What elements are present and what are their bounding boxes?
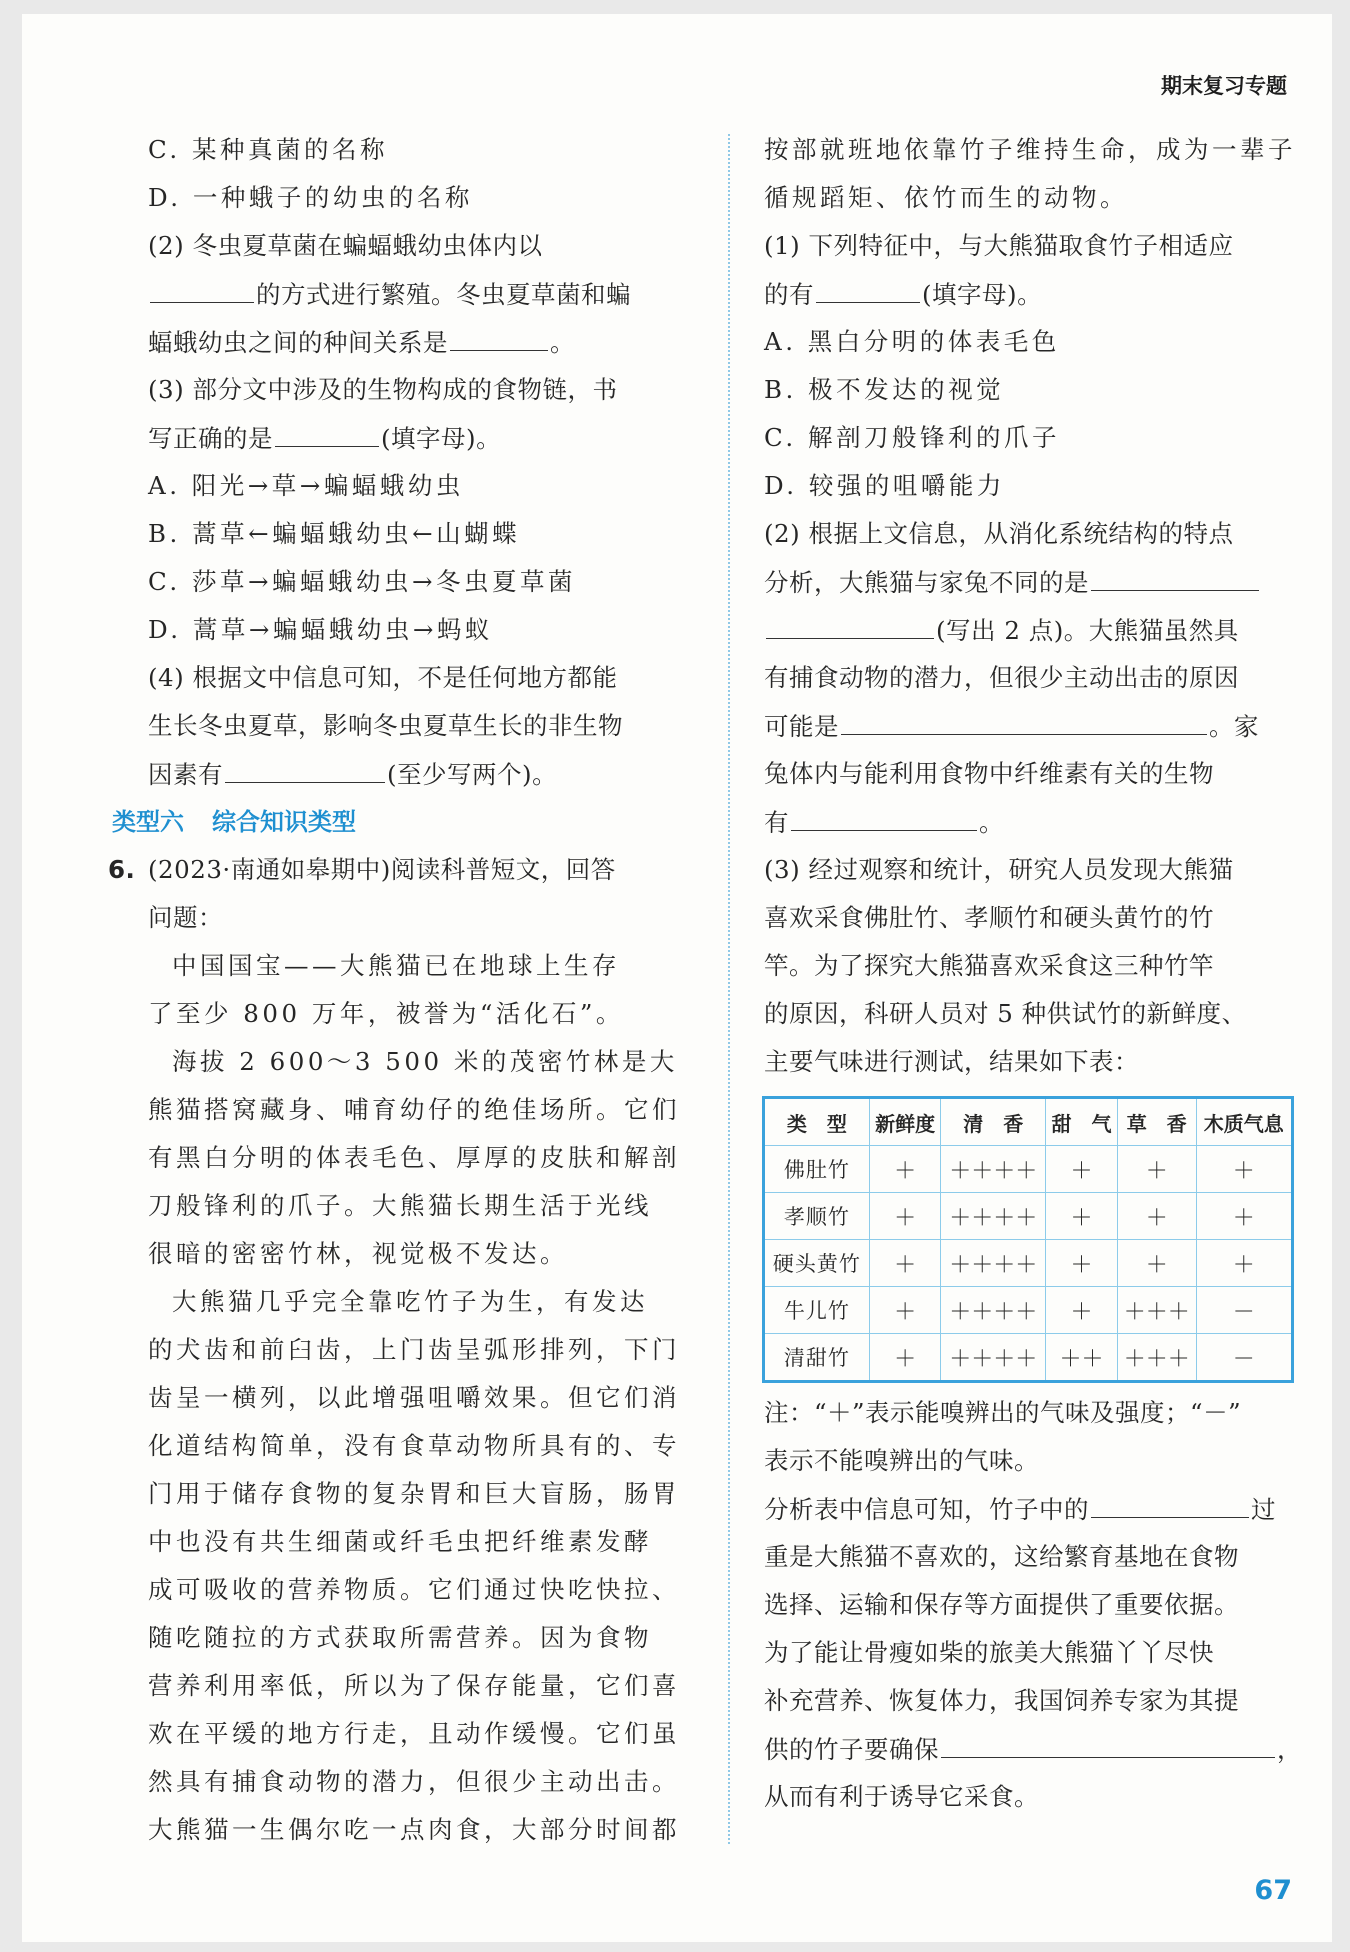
question-3-option: D. 蒿草→蝙蝠蛾幼虫→蚂蚁 — [148, 615, 493, 644]
section-heading: 类型六 综合知识类型 — [112, 808, 356, 836]
question-3-option: B. 蒿草←蝙蝠蛾幼虫←山蝴蝶 — [148, 519, 521, 548]
table-cell: ＋ — [1196, 1193, 1292, 1240]
question-3-option: C. 莎草→蝙蝠蛾幼虫→冬虫夏草菌 — [148, 567, 577, 596]
passage-line: 的犬齿和前臼齿，上门齿呈弧形排列，下门 — [148, 1335, 680, 1364]
question-3-line: 竿。为了探究大熊猫喜欢采食这三种竹竿 — [764, 951, 1214, 980]
passage-line: 有黑白分明的体表毛色、厚厚的皮肤和解剖 — [148, 1143, 680, 1172]
table-header-cell: 木质气息 — [1196, 1098, 1292, 1146]
question-1-line: (1) 下列特征中，与大熊猫取食竹子相适应 — [764, 231, 1234, 260]
question-4-line: (4) 根据文中信息可知，不是任何地方都能 — [148, 663, 618, 692]
answer-blank[interactable] — [150, 270, 254, 303]
bamboo-table-wrap — [764, 1096, 1316, 1383]
question-number: 6. — [108, 855, 136, 884]
table-header-cell: 甜 气 — [1046, 1098, 1118, 1146]
question-2-line: 蝠蛾幼虫之间的种间关系是 。 — [148, 318, 708, 366]
bamboo-name-cell: 牛儿竹 — [764, 1287, 870, 1334]
answer-blank[interactable] — [225, 750, 385, 783]
left-column — [108, 126, 708, 1854]
passage-line: 循规蹈矩、依竹而生的动物。 — [764, 183, 1128, 212]
table-header-cell: 类 型 — [764, 1098, 870, 1146]
question-2-line: 可能是 。家 — [764, 702, 1316, 750]
question-3-line: (3) 部分文中涉及的生物构成的食物链，书 — [148, 375, 618, 404]
table-cell: ＋＋＋＋ — [941, 1287, 1046, 1334]
passage-line: 熊猫搭窝藏身、哺育幼仔的绝佳场所。它们 — [148, 1095, 680, 1124]
bamboo-name-cell: 清甜竹 — [764, 1334, 870, 1382]
table-header-cell: 草 香 — [1117, 1098, 1196, 1146]
passage-line: 中国国宝——大熊猫已在地球上生存 — [172, 951, 620, 980]
question-3-option: A. 阳光→草→蝙蝠蛾幼虫 — [148, 471, 464, 500]
final-question-line: 补充营养、恢复体力，我国饲养专家为其提 — [764, 1686, 1239, 1715]
question-2-line: (写出 2 点)。大熊猫虽然具 — [764, 606, 1316, 654]
table-cell: ＋＋ — [1046, 1334, 1118, 1382]
table-cell: ＋ — [1117, 1240, 1196, 1287]
passage — [148, 942, 708, 1854]
answer-blank[interactable] — [450, 318, 548, 351]
table-cell: ＋＋＋＋ — [941, 1146, 1046, 1193]
question-3-line: 喜欢采食佛肚竹、孝顺竹和硬头黄竹的竹 — [764, 903, 1214, 932]
question-3-line: 的原因，科研人员对 5 种供试竹的新鲜度、 — [764, 999, 1247, 1028]
question-6-line: 问题： — [148, 903, 223, 932]
table-cell: ＋＋＋＋ — [941, 1193, 1046, 1240]
table-row — [764, 1193, 1293, 1240]
answer-blank[interactable] — [1091, 1485, 1249, 1518]
bamboo-name-cell: 佛肚竹 — [764, 1146, 870, 1193]
passage-line: 海拔 2 600～3 500 米的茂密竹林是大 — [172, 1047, 678, 1076]
question-2-line: (2) 根据上文信息，从消化系统结构的特点 — [764, 519, 1234, 548]
table-cell: ＋＋＋＋ — [941, 1240, 1046, 1287]
right-column — [764, 126, 1316, 1821]
passage-line: 然具有捕食动物的潜力，但很少主动出击。 — [148, 1767, 680, 1796]
page-header: 期末复习专题 — [1161, 74, 1287, 98]
table-cell: ＋ — [869, 1287, 941, 1334]
passage-line: 大熊猫几乎完全靠吃竹子为生，有发达 — [172, 1287, 648, 1316]
passage-line: 大熊猫一生偶尔吃一点肉食，大部分时间都 — [148, 1815, 680, 1844]
table-row — [764, 1334, 1293, 1382]
table-cell: ＋＋＋ — [1117, 1334, 1196, 1382]
final-question-line: 选择、运输和保存等方面提供了重要依据。 — [764, 1590, 1239, 1619]
passage-line: 化道结构简单，没有食草动物所具有的、专 — [148, 1431, 680, 1460]
question-1-option: D. 较强的咀嚼能力 — [764, 471, 1005, 500]
table-cell: ＋ — [1196, 1240, 1292, 1287]
final-question-line: 分析表中信息可知，竹子中的 过 — [764, 1485, 1316, 1533]
table-row — [764, 1287, 1293, 1334]
answer-blank[interactable] — [816, 270, 920, 303]
passage-line: 很暗的密密竹林，视觉极不发达。 — [148, 1239, 568, 1268]
table-cell: ＋ — [1117, 1146, 1196, 1193]
table-cell: ＋ — [1196, 1146, 1292, 1193]
answer-blank[interactable] — [791, 798, 977, 831]
table-cell: ＋ — [1046, 1240, 1118, 1287]
table-cell: ＋ — [869, 1334, 941, 1382]
table-cell: ＋＋＋＋ — [941, 1334, 1046, 1382]
bamboo-odor-table — [762, 1096, 1294, 1383]
question-2-line: 兔体内与能利用食物中纤维素有关的生物 — [764, 759, 1214, 788]
passage-line: 门用于储存食物的复杂胃和巨大盲肠，肠胃 — [148, 1479, 680, 1508]
answer-blank[interactable] — [841, 702, 1207, 735]
table-cell: － — [1196, 1334, 1292, 1382]
option-d: D. 一种蛾子的幼虫的名称 — [148, 183, 473, 212]
passage-line: 按部就班地依靠竹子维持生命，成为一辈子 — [764, 135, 1296, 164]
passage-line: 成可吸收的营养物质。它们通过快吃快拉、 — [148, 1575, 680, 1604]
question-2-line: 分析，大熊猫与家兔不同的是 — [764, 558, 1316, 606]
passage-line: 欢在平缓的地方行走，且动作缓慢。它们虽 — [148, 1719, 680, 1748]
question-1-option: B. 极不发达的视觉 — [764, 375, 1005, 404]
table-header-cell: 新鲜度 — [869, 1098, 941, 1146]
table-cell: ＋ — [1046, 1146, 1118, 1193]
question-2-line: 有捕食动物的潜力，但很少主动出击的原因 — [764, 663, 1239, 692]
final-question-line: 为了能让骨瘦如柴的旅美大熊猫丫丫尽快 — [764, 1638, 1214, 1667]
table-body — [764, 1146, 1293, 1382]
passage-line: 刀般锋利的爪子。大熊猫长期生活于光线 — [148, 1191, 652, 1220]
passage-line: 齿呈一横列，以此增强咀嚼效果。但它们消 — [148, 1383, 680, 1412]
final-question-line: 重是大熊猫不喜欢的，这给繁育基地在食物 — [764, 1542, 1239, 1571]
question-3-line: 主要气味进行测试，结果如下表： — [764, 1047, 1139, 1076]
table-cell: ＋ — [1046, 1193, 1118, 1240]
table-row — [764, 1146, 1293, 1193]
bamboo-name-cell: 硬头黄竹 — [764, 1240, 870, 1287]
question-3-line: (3) 经过观察和统计，研究人员发现大熊猫 — [764, 855, 1234, 884]
answer-blank[interactable] — [941, 1725, 1275, 1758]
question-1-line: 的有 (填字母)。 — [764, 270, 1316, 318]
table-cell: ＋ — [1046, 1287, 1118, 1334]
page — [22, 14, 1332, 1942]
answer-blank[interactable] — [275, 414, 379, 447]
table-note: 注：“＋”表示能嗅辨出的气味及强度；“－” — [764, 1398, 1242, 1427]
passage-line: 了至少 800 万年，被誉为“活化石”。 — [148, 999, 624, 1028]
question-4-line: 生长冬虫夏草，影响冬虫夏草生长的非生物 — [148, 711, 623, 740]
final-question-line: 供的竹子要确保 ， — [764, 1725, 1316, 1773]
table-cell: ＋ — [869, 1193, 941, 1240]
question-3-line: 写正确的是 (填字母)。 — [148, 414, 708, 462]
table-row — [764, 1240, 1293, 1287]
table-header-cell: 清 香 — [941, 1098, 1046, 1146]
answer-blank[interactable] — [1091, 558, 1259, 591]
question-1-option: A. 黑白分明的体表毛色 — [764, 327, 1060, 356]
question-2-line: 的方式进行繁殖。冬虫夏草菌和蝙 — [148, 270, 708, 318]
question-1-option: C. 解剖刀般锋利的爪子 — [764, 423, 1060, 452]
passage-line: 随吃随拉的方式获取所需营养。因为食物 — [148, 1623, 652, 1652]
table-cell: ＋ — [1117, 1193, 1196, 1240]
question-2-line: (2) 冬虫夏草菌在蝙蝠蛾幼虫体内以 — [148, 231, 543, 260]
option-c: C. 某种真菌的名称 — [148, 135, 388, 164]
question-6-line: 6. (2023·南通如皋期中)阅读科普短文，回答 — [148, 846, 708, 894]
answer-blank[interactable] — [766, 606, 934, 639]
final-question-line: 从而有利于诱导它采食。 — [764, 1782, 1039, 1811]
passage-line: 营养利用率低，所以为了保存能量，它们喜 — [148, 1671, 680, 1700]
column-divider — [728, 134, 730, 1844]
table-cell: － — [1196, 1287, 1292, 1334]
table-cell: ＋ — [869, 1146, 941, 1193]
table-cell: ＋＋＋ — [1117, 1287, 1196, 1334]
question-2-line: 有 。 — [764, 798, 1316, 846]
table-cell: ＋ — [869, 1240, 941, 1287]
passage-line: 中也没有共生细菌或纤毛虫把纤维素发酵 — [148, 1527, 652, 1556]
question-4-line: 因素有 (至少写两个)。 — [148, 750, 708, 798]
page-number: 67 — [1254, 1875, 1292, 1906]
bamboo-name-cell: 孝顺竹 — [764, 1193, 870, 1240]
table-note: 表示不能嗅辨出的气味。 — [764, 1446, 1039, 1475]
table-header-row — [764, 1098, 1293, 1146]
